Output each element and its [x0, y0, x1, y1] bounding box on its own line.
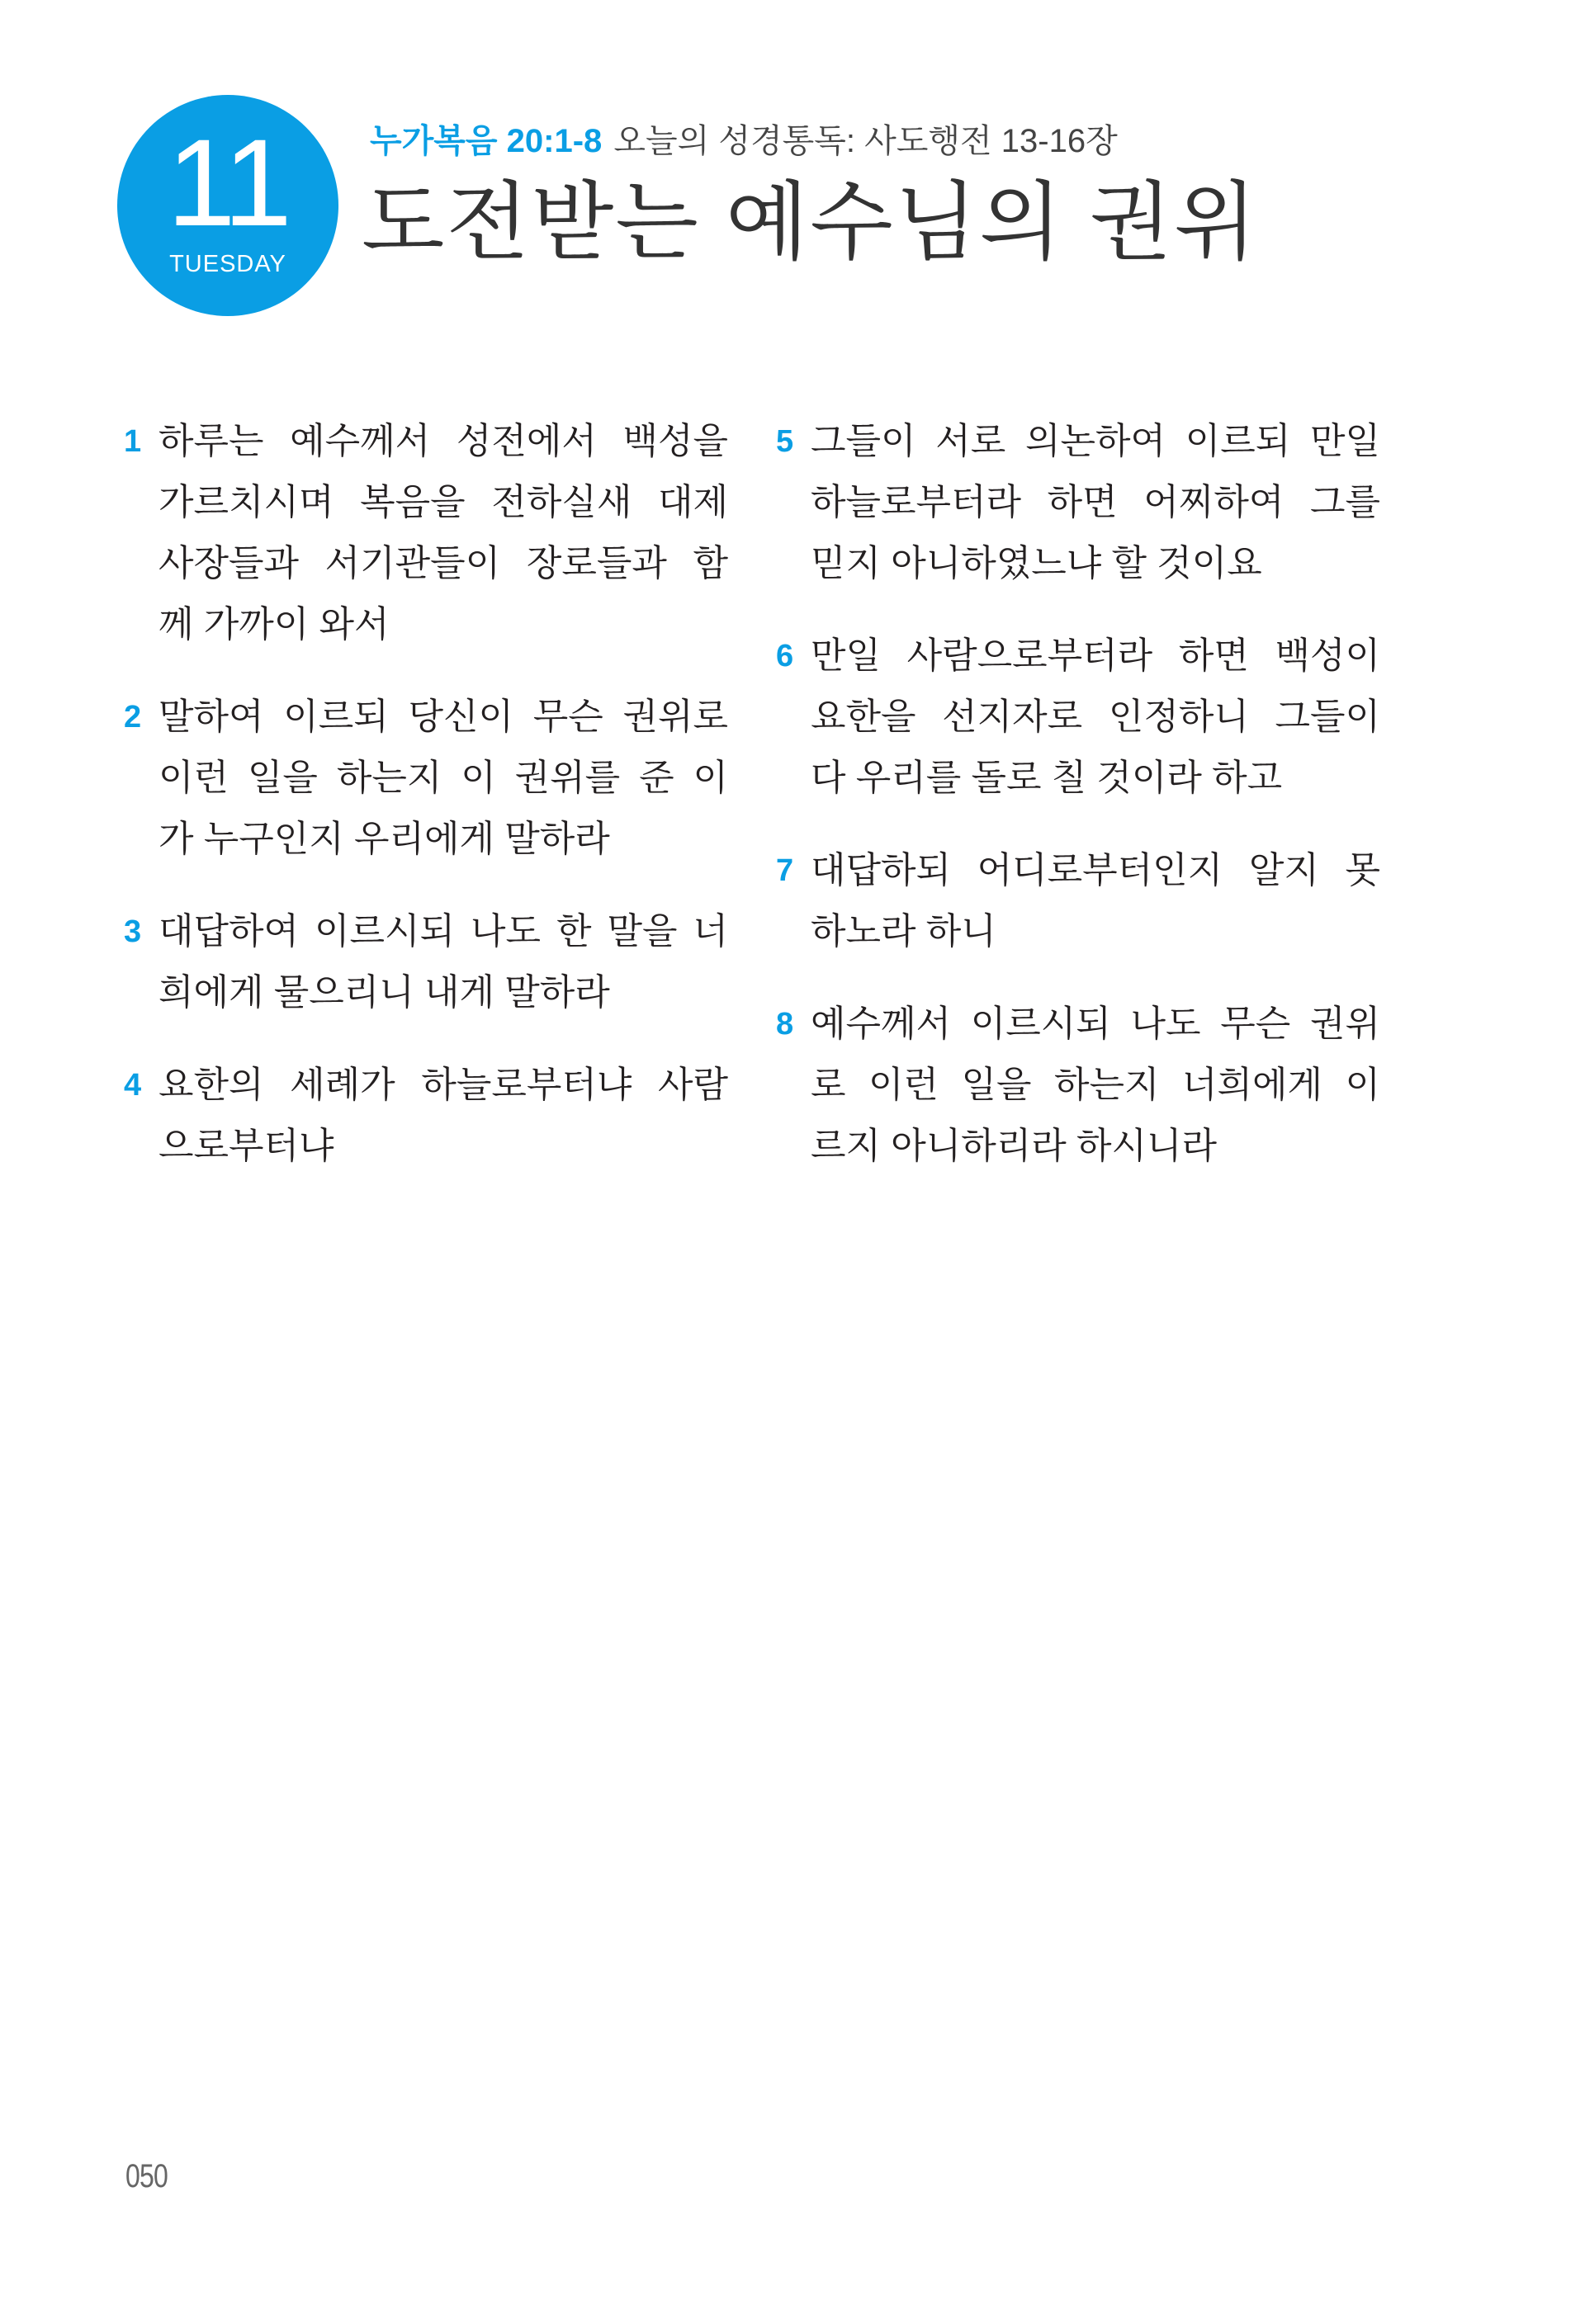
verse-line: 하늘로부터라 하면 어찌하여 그를 [811, 482, 1380, 522]
verse-line: 희에게 물으리니 내게 말하라 [158, 972, 610, 1013]
verses-right-column [776, 411, 1387, 1208]
verse-line: 요한을 선지자로 인정하니 그들이 [811, 697, 1380, 737]
verse-number: 6 [776, 639, 794, 673]
verse [124, 901, 735, 1023]
verse-line: 사장들과 서기관들이 장로들과 함 [158, 543, 728, 583]
reading-info [370, 122, 1118, 160]
verse-number: 1 [124, 424, 142, 459]
day-number: 11 [167, 113, 289, 252]
verse-line: 다 우리를 돌로 칠 것이라 하고 [811, 758, 1283, 798]
verse-line: 대답하되 어디로부터인지 알지 못 [811, 850, 1380, 890]
verse [776, 626, 1387, 809]
verse [776, 840, 1387, 962]
page-number: 050 [125, 2158, 168, 2194]
verse-line: 대답하여 이르시되 나도 한 말을 너 [158, 911, 728, 952]
verse-line: 으로부터냐 [158, 1126, 334, 1166]
verse [124, 687, 735, 870]
page-title: 도전받는 예수님의 권위 [362, 175, 1259, 271]
verse-line: 말하여 이르되 당신이 무슨 권위로 [158, 697, 728, 737]
verse-number: 5 [776, 424, 794, 459]
verse-line: 그들이 서로 의논하여 이르되 만일 [811, 421, 1380, 461]
verse [776, 994, 1387, 1177]
verse-number: 7 [776, 853, 794, 888]
verses-left-column [124, 411, 735, 1208]
scripture-reference: 누가복음 20:1-8 [370, 123, 603, 159]
verse-number: 3 [124, 914, 142, 949]
date-badge [117, 95, 338, 316]
verse [124, 1055, 735, 1177]
verse-line: 예수께서 이르시되 나도 무슨 권위 [811, 1004, 1380, 1044]
weekday-label: TUESDAY [169, 251, 286, 277]
verse-line: 만일 사람으로부터라 하면 백성이 [811, 635, 1380, 676]
verse-line: 하루는 예수께서 성전에서 백성을 [158, 421, 728, 461]
verse [776, 411, 1387, 594]
verse-line: 께 가까이 와서 [158, 604, 390, 645]
verse-line: 로 이런 일을 하는지 너희에게 이 [811, 1065, 1380, 1105]
verse-line: 믿지 아니하였느냐 할 것이요 [811, 543, 1262, 583]
verse-number: 4 [124, 1068, 142, 1103]
verse-number: 8 [776, 1007, 794, 1042]
verse-line: 르지 아니하리라 하시니라 [811, 1126, 1217, 1166]
verse-line: 하노라 하니 [811, 911, 996, 952]
verse-line: 가르치시며 복음을 전하실새 대제 [158, 482, 728, 522]
daily-reading: 오늘의 성경통독: 사도행전 13-16장 [613, 123, 1118, 159]
verse-line: 이런 일을 하는지 이 권위를 준 이 [158, 758, 728, 798]
verse-number: 2 [124, 700, 142, 735]
verse [124, 411, 735, 655]
verse-line: 가 누구인지 우리에게 말하라 [158, 819, 610, 859]
verse-line: 요한의 세례가 하늘로부터냐 사람 [158, 1065, 728, 1105]
